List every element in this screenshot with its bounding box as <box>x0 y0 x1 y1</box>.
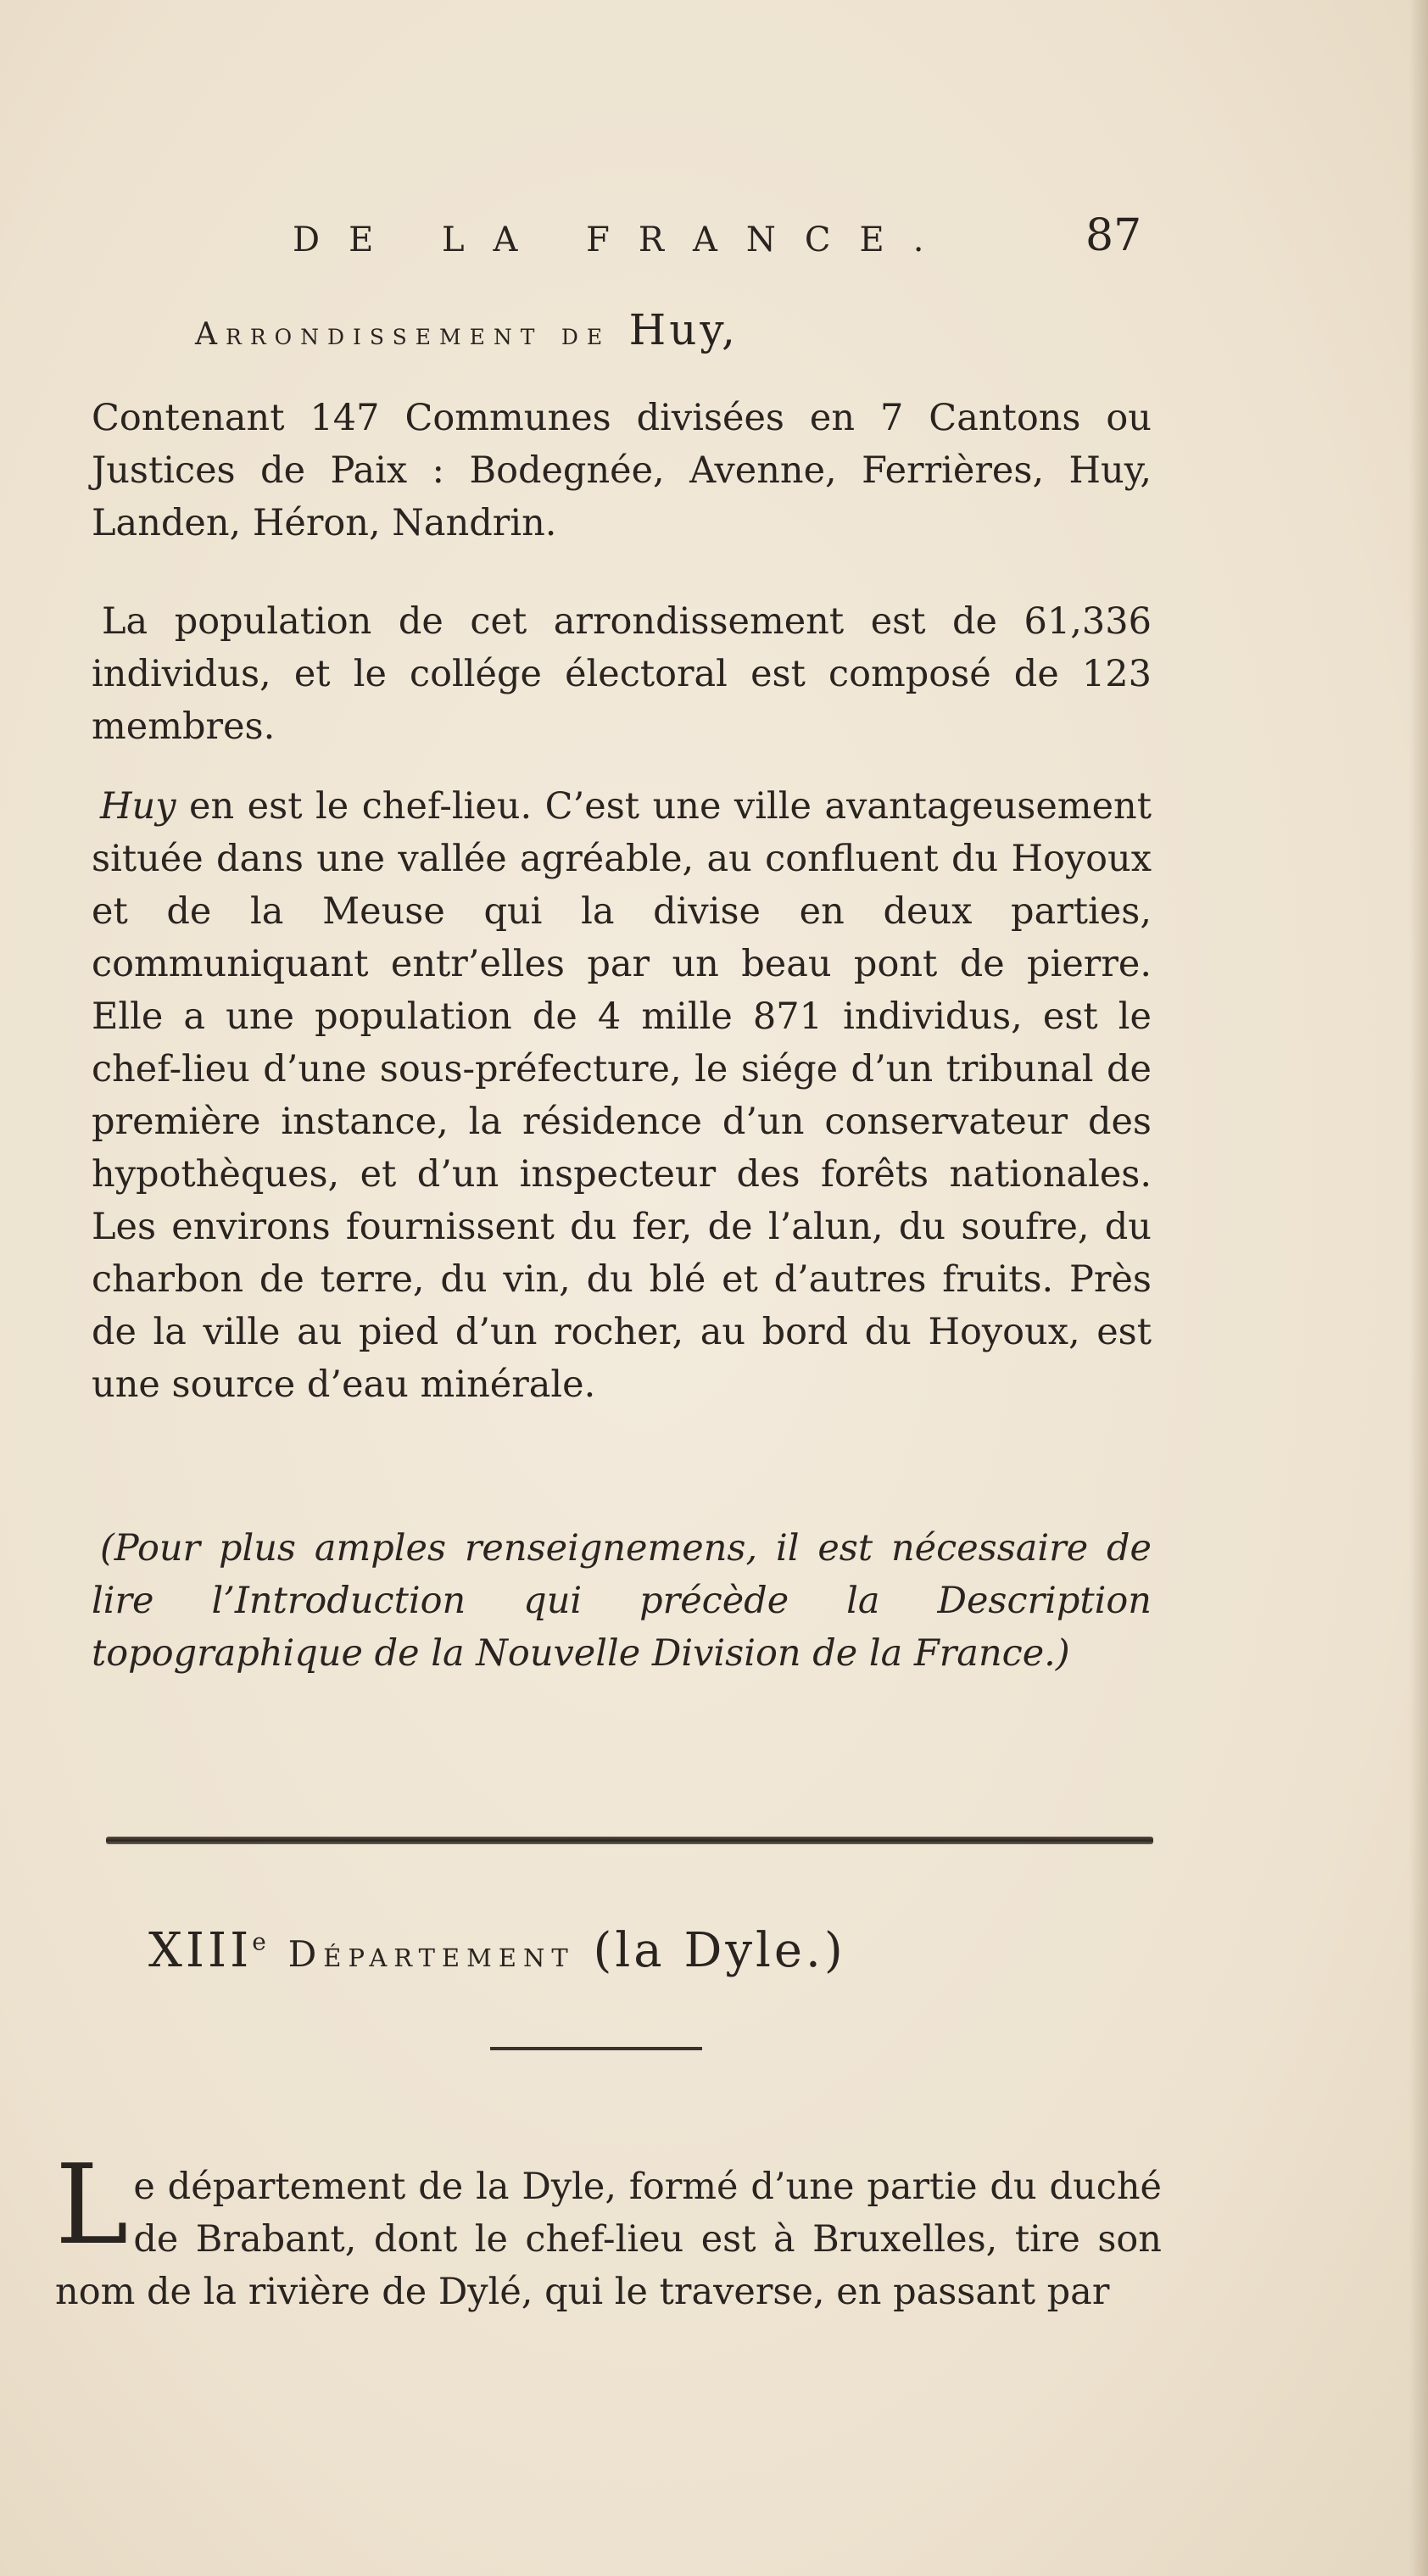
department-numeral: XIII <box>148 1923 253 1978</box>
title-underline <box>490 2047 702 2050</box>
department-word: Département <box>287 1933 575 1975</box>
chef-lieu-text: en est le chef-lieu. C’est une ville avantageusement située dans une vallée agréable, au confluent du Hoyoux et de la Meuse qui la divise en deux parties, communiquant entr’elles par un beau pont de pierre. Elle a une population de 4 mille 871 individus, est le chef-lieu d’une sous-préfecture, le siége d’un tribunal de première instance, la résidence d’un conservateur des hypothèques, et d’un inspecteur des forêts nationales. Les environs fournissent du fer, de l’alun, du soufre, du charbon de terre, du vin, du blé et d’autres fruits. Près de la ville au pied d’un rocher, au bord du Hoyoux, est une source d’eau minérale. <box>92 785 1152 1406</box>
department-suffix: e <box>252 1927 270 1956</box>
chef-lieu-lead: Huy <box>100 785 176 828</box>
running-head: DE LA FRANCE. <box>293 220 953 259</box>
paragraph-dyle <box>55 2140 1162 2318</box>
arrondissement-prefix: Arrondissement de <box>195 317 611 352</box>
arrondissement-name: Huy, <box>628 305 739 354</box>
drop-cap: L <box>55 2140 129 2269</box>
paragraph-communes: Contenant 147 Communes divisées en 7 Cantons ou Justices de Paix : Bodegnée, Avenne, Ferrières, Huy, Landen, Héron, Nandrin. <box>92 397 1152 544</box>
section-divider <box>106 1837 1153 1844</box>
department-title <box>148 1923 1166 1978</box>
page-number: 87 <box>1085 210 1142 261</box>
arrondissement-title <box>195 305 1213 354</box>
dyle-text: e département de la Dyle, formé d’une partie du duché de Brabant, dont le chef-lieu est à Bruxelles, tire son nom de la rivière de Dylé, qui le traverse, en passant par <box>55 2166 1162 2313</box>
paragraph-note: (Pour plus amples renseignemens, il est nécessaire de lire l’Introduction qui précède la Description topographique de la Nouvelle Division de la France.) <box>92 1527 1152 1675</box>
page-edge-shadow <box>1409 0 1428 2576</box>
paragraph-chef-lieu <box>92 780 1152 1411</box>
paragraph-population: La population de cet arrondissement est de 61,336 individus, et le collége électoral est composé de 123 membres. <box>92 600 1152 748</box>
department-name: (la Dyle.) <box>593 1923 846 1978</box>
